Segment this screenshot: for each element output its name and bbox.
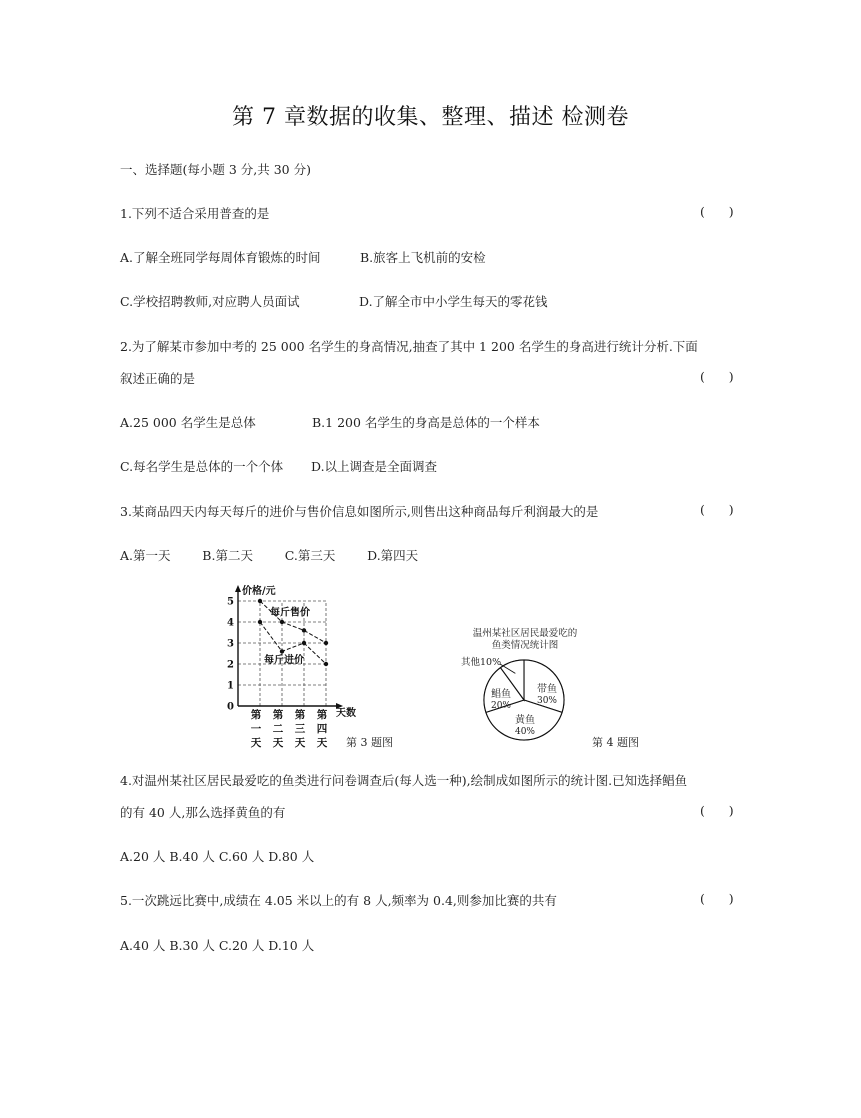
q3-answer-paren: ( ) [700, 502, 734, 517]
fig3-buy-label: 每斤进价 [264, 654, 304, 666]
fig4-title-line1: 温州某社区居民最爱吃的 [472, 628, 578, 639]
q2-option-a: A.25 000 名学生是总体 [120, 415, 256, 430]
q2-answer-paren: ( ) [700, 369, 734, 384]
q4-stem-line1: 4.对温州某社区居民最爱吃的鱼类进行问卷调查后(每人选一种),绘制成如图所示的统计图.已知选择鲳鱼 [120, 773, 688, 788]
fig4-title-line2: 鱼类情况统计图 [491, 640, 559, 651]
fig3-xtick-label: 第 [272, 709, 284, 721]
fig3-data-point [302, 628, 306, 632]
q2-option-b: B.1 200 名学生的身高是总体的一个样本 [312, 415, 540, 430]
q4-stem-line2: 的有 40 人,那么选择黄鱼的有 [120, 805, 286, 820]
fig3-ylabel: 价格/元 [242, 586, 276, 597]
q1-option-d: D.了解全市中小学生每天的零花钱 [359, 294, 548, 309]
q4-options: A.20 人 B.40 人 C.60 人 D.80 人 [120, 849, 315, 864]
fig3-ytick-label: 3 [227, 638, 234, 650]
fig3-price-chart [210, 580, 360, 750]
q2-stem-line2: 叙述正确的是 [120, 371, 196, 386]
fig3-ytick-label: 2 [227, 659, 234, 671]
fig3-sell-label: 每斤售价 [270, 607, 310, 619]
fig3-data-point [258, 599, 262, 603]
fig4-label-huang-name: 黄鱼 [515, 715, 535, 726]
fig3-caption: 第 3 题图 [346, 736, 393, 749]
q2-option-c: C.每名学生是总体的一个个体 [120, 459, 284, 474]
fig3-xtick-label: 一 [250, 723, 262, 735]
q5-answer-paren: ( ) [700, 891, 734, 906]
fig3-data-point [258, 620, 262, 624]
fig3-data-point [302, 641, 306, 645]
fig3-ytick-label: 5 [227, 596, 234, 608]
fig4-label-chang-name: 鲳鱼 [491, 689, 511, 700]
q1-option-a: A.了解全班同学每周体育锻炼的时间 [120, 250, 321, 265]
section-heading: 一、选择题(每小题 3 分,共 30 分) [120, 162, 311, 177]
q5-stem: 5.一次跳远比赛中,成绩在 4.05 米以上的有 8 人,频率为 0.4,则参加比赛的共有 [120, 893, 557, 908]
fig3-data-point [324, 662, 328, 666]
fig3-xtick-label: 天 [272, 737, 284, 749]
fig3-xtick-label: 天 [316, 737, 328, 749]
fig3-data-point [324, 641, 328, 645]
fig3-data-point [280, 620, 284, 624]
q1-answer-paren: ( ) [700, 204, 734, 219]
q4-answer-paren: ( ) [700, 803, 734, 818]
fig4-label-huang-pct: 40% [514, 727, 536, 737]
page-title: 第 7 章数据的收集、整理、描述 检测卷 [232, 105, 629, 130]
fig3-xtick-label: 二 [272, 723, 284, 735]
fig4-label-other: 其他10% [461, 657, 502, 668]
fig3-ytick-label: 0 [227, 701, 234, 713]
fig3-xtick-label: 天 [294, 737, 306, 749]
fig3-xtick-label: 第 [294, 709, 306, 721]
fig3-xtick-label: 四 [316, 723, 328, 735]
q5-options: A.40 人 B.30 人 C.20 人 D.10 人 [120, 938, 315, 953]
q1-option-b: B.旅客上飞机前的安检 [360, 250, 486, 265]
q2-stem-line1: 2.为了解某市参加中考的 25 000 名学生的身高情况,抽查了其中 1 200 名学生的身高进行统计分析.下面 [120, 339, 698, 354]
fig4-caption: 第 4 题图 [592, 736, 639, 749]
q2-option-d: D.以上调查是全面调查 [311, 459, 438, 474]
fig4-label-dai-name: 带鱼 [537, 684, 557, 695]
fig3-xtick-label: 第 [316, 709, 328, 721]
fig3-xtick-label: 天 [250, 737, 262, 749]
fig3-ytick-label: 4 [227, 617, 234, 629]
q1-stem: 1.下列不适合采用普查的是 [120, 206, 270, 221]
fig3-xlabel: 天数 [336, 708, 356, 719]
fig3-xtick-label: 第 [250, 709, 262, 721]
q3-options: A.第一天 B.第二天 C.第三天 D.第四天 [120, 548, 419, 563]
fig4-pie-chart [450, 620, 590, 750]
fig3-xtick-label: 三 [294, 723, 306, 735]
q1-option-c: C.学校招聘教师,对应聘人员面试 [120, 294, 300, 309]
fig4-label-dai-pct: 30% [536, 696, 558, 706]
fig3-y-arrow [235, 585, 241, 592]
fig3-ytick-label: 1 [227, 680, 234, 692]
fig4-label-chang-pct: 20% [490, 701, 512, 711]
fig3-data-point [280, 649, 284, 653]
q3-stem: 3.某商品四天内每天每斤的进价与售价信息如图所示,则售出这种商品每斤利润最大的是 [120, 504, 599, 519]
